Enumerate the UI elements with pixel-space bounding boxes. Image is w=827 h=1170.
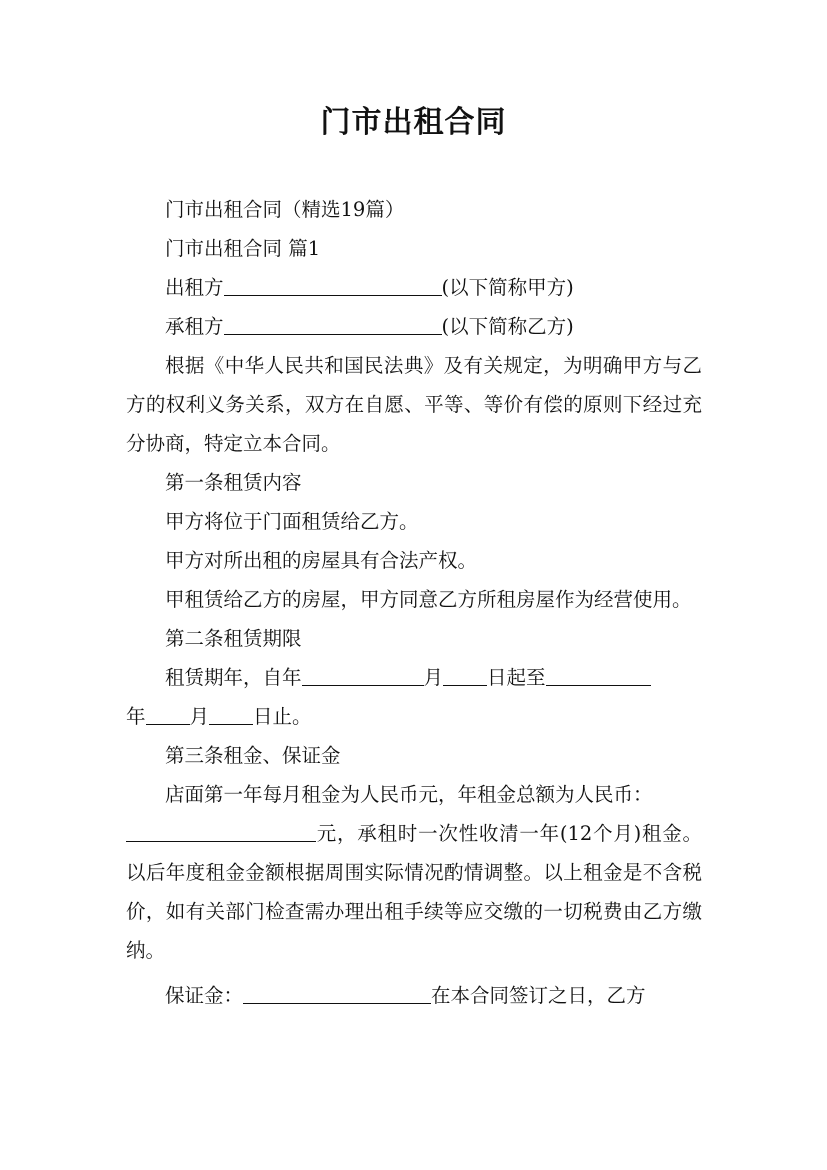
paragraph-article-3-heading: 第三条租金、保证金 bbox=[165, 744, 341, 767]
document-title: 门市出租合同 bbox=[320, 105, 507, 140]
lease-end-text-2: 月 bbox=[189, 705, 210, 728]
lease-end-text-1: 年 bbox=[126, 705, 146, 728]
lease-term-text-1: 租赁期年，自年 bbox=[165, 666, 302, 689]
lease-end-blank-2 bbox=[209, 705, 253, 726]
paragraph-article-1-heading: 第一条租赁内容 bbox=[165, 471, 302, 494]
lessor-note: (以下简称甲方) bbox=[441, 276, 574, 299]
lease-term-blank-2 bbox=[443, 666, 487, 687]
lease-term-text-2: 月 bbox=[423, 666, 444, 689]
paragraph-rent-amount: 店面第一年每月租金为人民币元，年租金总额为人民币： bbox=[165, 783, 653, 806]
lessor-blank bbox=[224, 276, 442, 297]
paragraph-rent-details bbox=[126, 814, 702, 970]
lessor-label: 出租方 bbox=[165, 276, 224, 299]
lease-end-text-3: 日止。 bbox=[253, 705, 312, 728]
paragraph-section-heading: 门市出租合同 篇1 bbox=[165, 237, 321, 260]
lease-term-text-3: 日起至 bbox=[487, 666, 546, 689]
lessee-label: 承租方 bbox=[165, 315, 224, 338]
lessee-note: (以下简称乙方) bbox=[441, 315, 574, 338]
deposit-label: 保证金： bbox=[165, 984, 244, 1007]
paragraph-preamble: 根据《中华人民共和国民法典》及有关规定，为明确甲方与乙方的权利义务关系，双方在自愿、平等、等价有偿的原则下经过充分协商，特定立本合同。 bbox=[126, 354, 702, 455]
deposit-blank bbox=[243, 984, 431, 1005]
paragraph-lease-term-end bbox=[126, 697, 702, 736]
deposit-text: 在本合同签订之日，乙方 bbox=[431, 984, 646, 1007]
lease-term-blank-1 bbox=[302, 666, 424, 687]
paragraph-article-1-ownership: 甲方对所出租的房屋具有合法产权。 bbox=[165, 549, 478, 572]
paragraph-subtitle: 门市出租合同（精选19篇） bbox=[165, 198, 405, 221]
lease-term-blank-3 bbox=[546, 666, 651, 687]
rent-total-blank bbox=[126, 822, 316, 843]
lessee-blank bbox=[224, 315, 442, 336]
rent-details-text: 元，承租时一次性收清一年(12个月)租金。以后年度租金金额根据周围实际情况酌情调整。以上租金是不含税价，如有关部门检查需办理出租手续等应交缴的一切税费由乙方缴纳。 bbox=[126, 822, 702, 962]
paragraph-article-1-usage: 甲租赁给乙方的房屋，甲方同意乙方所租房屋作为经营使用。 bbox=[165, 588, 692, 611]
lease-end-blank-1 bbox=[146, 705, 190, 726]
paragraph-article-2-heading: 第二条租赁期限 bbox=[165, 627, 302, 650]
paragraph-lease-term bbox=[126, 658, 702, 697]
paragraph-deposit bbox=[126, 976, 702, 1015]
document-body bbox=[126, 190, 702, 1015]
paragraph-article-1-location: 甲方将位于门面租赁给乙方。 bbox=[165, 510, 419, 533]
paragraph-lessee bbox=[126, 307, 702, 346]
paragraph-lessor bbox=[126, 268, 702, 307]
